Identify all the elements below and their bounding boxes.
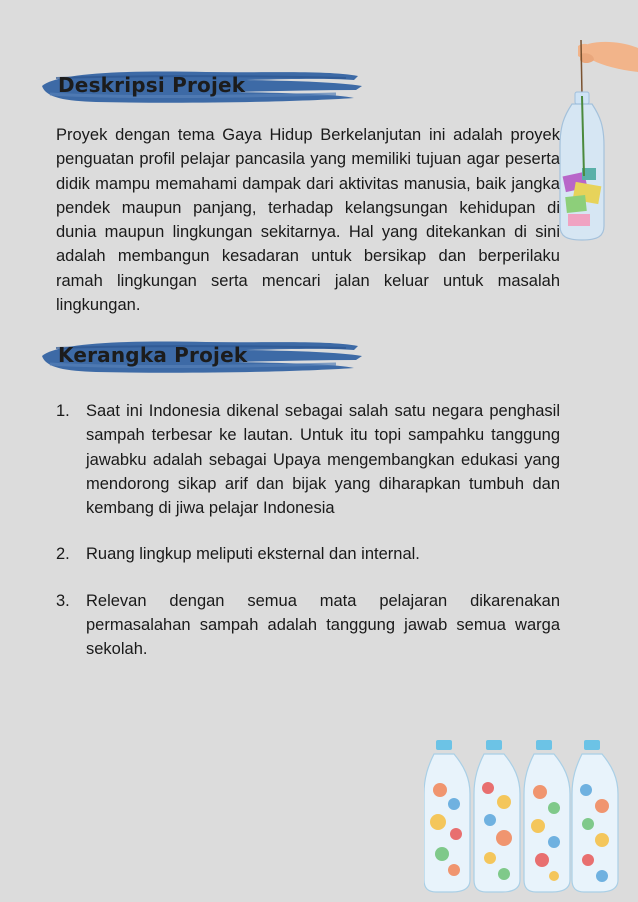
list-item bbox=[56, 589, 560, 662]
list-item bbox=[56, 542, 560, 566]
list-item-text: Ruang lingkup meliputi eksternal dan internal. bbox=[86, 545, 420, 564]
section-title: Kerangka Projek bbox=[58, 343, 248, 367]
section-title: Deskripsi Projek bbox=[58, 73, 246, 97]
description-heading-banner bbox=[36, 64, 366, 108]
bottle-4-icon bbox=[572, 740, 618, 892]
framework-list bbox=[56, 399, 560, 684]
bottle-1-icon bbox=[424, 740, 470, 892]
hand-holding-bottle-icon bbox=[548, 36, 638, 246]
bottle-2-icon bbox=[474, 740, 520, 892]
list-item bbox=[56, 399, 560, 520]
list-item-text: Saat ini Indonesia dikenal sebagai salah satu negara penghasil sampah terbesar ke lautan. Untuk itu topi sampahku tanggung jawabku adalah sebagai Upaya mengembangkan edukasi yang mendorong sikap arif dan bijak yang diharapkan tumbuh dan kembang di jiwa pelajar Indonesia bbox=[86, 402, 560, 518]
bottle-3-icon bbox=[524, 740, 570, 892]
list-number: 2. bbox=[56, 545, 70, 564]
recycled-bottles-icon bbox=[424, 730, 619, 895]
list-number: 3. bbox=[56, 591, 70, 610]
framework-heading-banner bbox=[36, 334, 366, 378]
description-paragraph: Proyek dengan tema Gaya Hidup Berkelanjutan ini adalah proyek penguatan profil pelajar pancasila yang memiliki tujuan agar peserta didik mampu memahami dampak dari aktivitas manusia, baik jangka pendek maupun panjang, terhadap kelangsungan kehidupan di dunia maupun lingkungan sekitarnya. Hal yang ditekankan di sini adalah membangun kesadaran untuk bersikap dan berperilaku ramah lingkungan serta mencari jalan keluar untuk masalah lingkungan. bbox=[56, 126, 560, 315]
list-item-text: Relevan dengan semua mata pelajaran dikarenakan permasalahan sampah adalah tanggung jawab semua warga sekolah. bbox=[86, 591, 560, 659]
list-number: 1. bbox=[56, 402, 70, 420]
